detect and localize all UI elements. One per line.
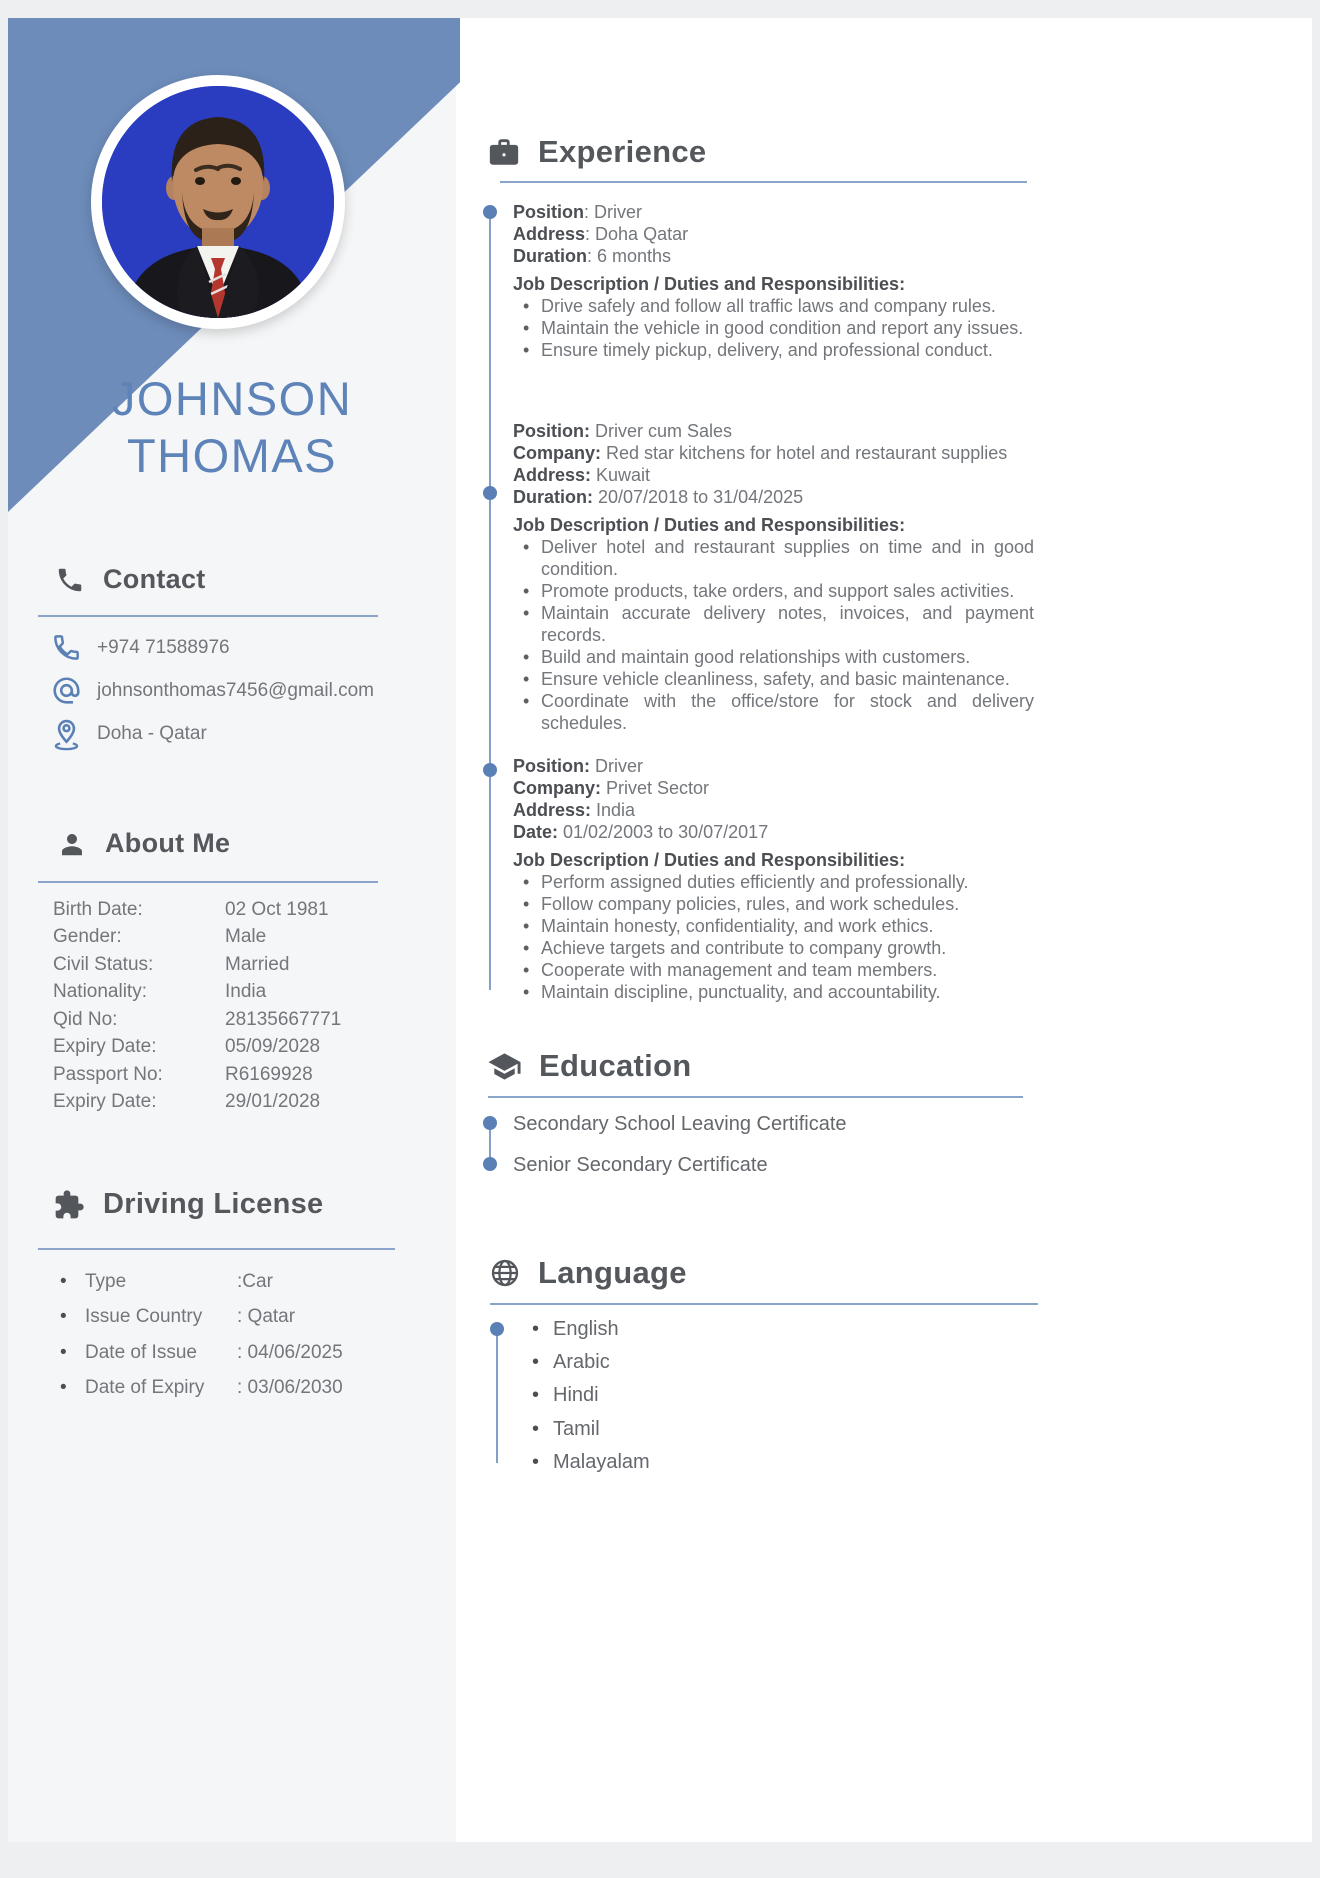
about-row-label: Expiry Date:	[53, 1091, 157, 1113]
bullet-marker: •	[60, 1270, 67, 1292]
timeline-dot	[483, 1116, 497, 1130]
education-item: Secondary School Leaving Certificate	[513, 1113, 847, 1135]
handset-icon	[50, 631, 83, 664]
duty-item: • Maintain honesty, confidentiality, and work ethics.	[513, 915, 1034, 937]
job-meta-value: : 6 months	[587, 246, 672, 266]
job-meta-label: Address	[513, 224, 586, 244]
education-section-title: Education	[539, 1048, 692, 1083]
about-row-label: Qid No:	[53, 1008, 118, 1030]
about-row-value: India	[225, 981, 267, 1003]
driving-row-label: Issue Country	[85, 1306, 203, 1328]
graduation-cap-icon	[487, 1049, 522, 1084]
duty-item: • Ensure vehicle cleanliness, safety, and basic maintenance.	[513, 668, 1034, 690]
about-row-label: Passport No:	[53, 1063, 163, 1085]
job-meta-label: Duration	[513, 246, 587, 266]
job-meta-line	[513, 821, 1034, 843]
driving-license-row	[60, 1371, 440, 1407]
job-meta-value: Kuwait	[591, 465, 651, 485]
bullet-marker: •	[60, 1306, 67, 1328]
about-divider	[38, 881, 378, 883]
contact-email-row	[50, 674, 374, 707]
driving-row-value: :Car	[237, 1270, 273, 1292]
about-row	[53, 951, 423, 979]
experience-section-title: Experience	[538, 134, 707, 169]
briefcase-icon	[487, 135, 521, 169]
job-meta-label: Duration:	[513, 487, 593, 507]
driving-row-label: Date of Expiry	[85, 1377, 205, 1399]
globe-icon	[489, 1257, 521, 1289]
job-meta-value: : Driver	[584, 202, 642, 222]
about-row	[53, 896, 423, 924]
job-duties-heading: Job Description / Duties and Responsibilities:	[513, 274, 906, 294]
phone-icon	[55, 565, 85, 595]
language-item: • Malayalam	[532, 1446, 650, 1479]
contact-location-row	[50, 716, 207, 752]
duty-item: • Deliver hotel and restaurant supplies on time and in good condition.	[513, 536, 1034, 580]
job-meta-line	[513, 201, 1034, 223]
job-meta-label: Date:	[513, 822, 559, 842]
about-rows	[53, 896, 423, 1116]
job-meta-label: Address:	[513, 800, 592, 820]
job-meta-label: Address:	[513, 465, 592, 485]
contact-location-value: Doha - Qatar	[97, 723, 207, 744]
job-duties-heading: Job Description / Duties and Responsibilities:	[513, 515, 906, 535]
location-pin-icon	[50, 716, 83, 752]
bullet-marker: •	[60, 1377, 67, 1399]
about-row	[53, 1006, 423, 1034]
job-meta-value: 01/02/2003 to 30/07/2017	[558, 822, 769, 842]
contact-email-value: johnsonthomas7456@gmail.com	[97, 679, 374, 701]
job-duties-heading: Job Description / Duties and Responsibilities:	[513, 850, 906, 870]
job-meta-value: Driver	[590, 756, 643, 776]
contact-phone-row	[50, 631, 230, 664]
job-meta-line	[513, 245, 1034, 267]
driving-license-section-title: Driving License	[103, 1188, 324, 1220]
job-meta-line	[513, 486, 1034, 508]
duty-item: • Ensure timely pickup, delivery, and professional conduct.	[513, 339, 1034, 361]
job-meta-line	[513, 799, 1034, 821]
driving-license-row	[60, 1300, 440, 1336]
duty-item: • Promote products, take orders, and support sales activities.	[513, 580, 1034, 602]
about-row-value: Male	[225, 926, 267, 948]
experience-entry	[513, 201, 1034, 361]
job-meta-label: Company:	[513, 778, 602, 798]
about-row	[53, 1061, 423, 1089]
about-row-value: Married	[225, 953, 290, 975]
about-row	[53, 1034, 423, 1062]
job-meta-line	[513, 755, 1034, 777]
about-row-label: Expiry Date:	[53, 1036, 157, 1058]
duty-item: • Maintain the vehicle in good condition and report any issues.	[513, 317, 1034, 339]
job-meta-label: Position:	[513, 421, 590, 441]
person-name	[8, 370, 456, 484]
duty-item: • Perform assigned duties efficiently and professionally.	[513, 871, 1034, 893]
duty-item: • Maintain discipline, punctuality, and accountability.	[513, 981, 1034, 1003]
job-meta-label: Position:	[513, 756, 590, 776]
job-meta-label: Position	[513, 202, 584, 222]
timeline-dot	[483, 205, 497, 219]
job-meta-value: Driver cum Sales	[590, 421, 733, 441]
about-row-label: Civil Status:	[53, 953, 154, 975]
experience-entry	[513, 755, 1034, 1003]
about-row-value: 28135667771	[225, 1008, 342, 1030]
about-row-value: 02 Oct 1981	[225, 898, 329, 920]
job-meta-label: Company:	[513, 443, 602, 463]
timeline-dot	[490, 1322, 504, 1336]
contact-section-title: Contact	[103, 564, 206, 594]
education-item: Senior Secondary Certificate	[513, 1154, 768, 1176]
job-meta-line	[513, 464, 1034, 486]
about-row	[53, 979, 423, 1007]
driving-row-value: : 04/06/2025	[237, 1341, 343, 1363]
about-row-label: Nationality:	[53, 981, 147, 1003]
duty-item: • Drive safely and follow all traffic laws and company rules.	[513, 295, 1034, 317]
about-row	[53, 924, 423, 952]
about-row-value: R6169928	[225, 1063, 313, 1085]
timeline-dot	[483, 763, 497, 777]
duty-item: • Build and maintain good relationships with customers.	[513, 646, 1034, 668]
experience-divider	[500, 181, 1027, 183]
about-row-label: Birth Date:	[53, 898, 143, 920]
job-meta-value: : Doha Qatar	[585, 224, 689, 244]
education-section-heading	[487, 1048, 692, 1084]
about-section-heading	[57, 828, 230, 859]
job-meta-line	[513, 223, 1034, 245]
puzzle-icon	[53, 1189, 85, 1221]
person-name-last: THOMAS	[126, 429, 338, 482]
language-section-title: Language	[538, 1255, 687, 1290]
language-item: • Arabic	[532, 1346, 650, 1379]
driving-row-label: Date of Issue	[85, 1341, 197, 1363]
duty-item: • Coordinate with the office/store for stock and delivery schedules.	[513, 690, 1034, 734]
driving-license-row	[60, 1264, 440, 1300]
language-timeline-line	[496, 1329, 498, 1463]
about-row-value: 05/09/2028	[225, 1036, 321, 1058]
experience-entry	[513, 420, 1034, 734]
language-section-heading	[489, 1255, 687, 1291]
job-meta-line	[513, 777, 1034, 799]
duty-item: • Achieve targets and contribute to company growth.	[513, 937, 1034, 959]
contact-divider	[38, 615, 378, 617]
job-meta-line	[513, 442, 1034, 464]
timeline-dot	[483, 486, 497, 500]
job-meta-value: India	[591, 800, 636, 820]
duty-item: • Cooperate with management and team members.	[513, 959, 1034, 981]
profile-photo-illustration	[102, 86, 334, 318]
person-name-first: JOHNSON	[111, 372, 353, 425]
about-row-value: 29/01/2028	[225, 1091, 321, 1113]
about-row	[53, 1089, 423, 1117]
experience-timeline-line	[489, 212, 491, 990]
driving-row-label: Type	[85, 1270, 127, 1292]
job-meta-value: Red star kitchens for hotel and restaurant supplies	[601, 443, 1008, 463]
profile-photo	[91, 75, 345, 329]
contact-phone-value: +974 71588976	[97, 636, 230, 658]
timeline-dot	[483, 1157, 497, 1171]
duty-item: • Follow company policies, rules, and work schedules.	[513, 893, 1034, 915]
education-divider	[488, 1096, 1023, 1098]
driving-row-value: : 03/06/2030	[237, 1377, 343, 1399]
language-item: • Hindi	[532, 1379, 650, 1412]
duties-list	[513, 871, 1034, 1003]
job-meta-value: Privet Sector	[601, 778, 710, 798]
duty-item: • Maintain accurate delivery notes, invoices, and payment records.	[513, 602, 1034, 646]
duties-list	[513, 295, 1034, 361]
language-item: • Tamil	[532, 1413, 650, 1446]
language-list	[532, 1313, 650, 1479]
person-icon	[57, 829, 87, 859]
language-divider	[490, 1303, 1038, 1305]
bullet-marker: •	[60, 1341, 67, 1363]
driving-license-divider	[38, 1248, 395, 1250]
resume-page	[8, 18, 1312, 1842]
contact-section-heading	[55, 564, 206, 595]
driving-row-value: : Qatar	[237, 1306, 296, 1328]
job-meta-line	[513, 420, 1034, 442]
at-icon	[50, 674, 83, 707]
driving-license-section-heading	[53, 1188, 323, 1221]
driving-license-rows	[60, 1264, 440, 1406]
about-row-label: Gender:	[53, 926, 122, 948]
language-item: • English	[532, 1313, 650, 1346]
driving-license-row	[60, 1335, 440, 1371]
experience-section-heading	[487, 134, 706, 170]
duties-list	[513, 536, 1034, 734]
about-section-title: About Me	[105, 828, 231, 858]
job-meta-value: 20/07/2018 to 31/04/2025	[593, 487, 804, 507]
